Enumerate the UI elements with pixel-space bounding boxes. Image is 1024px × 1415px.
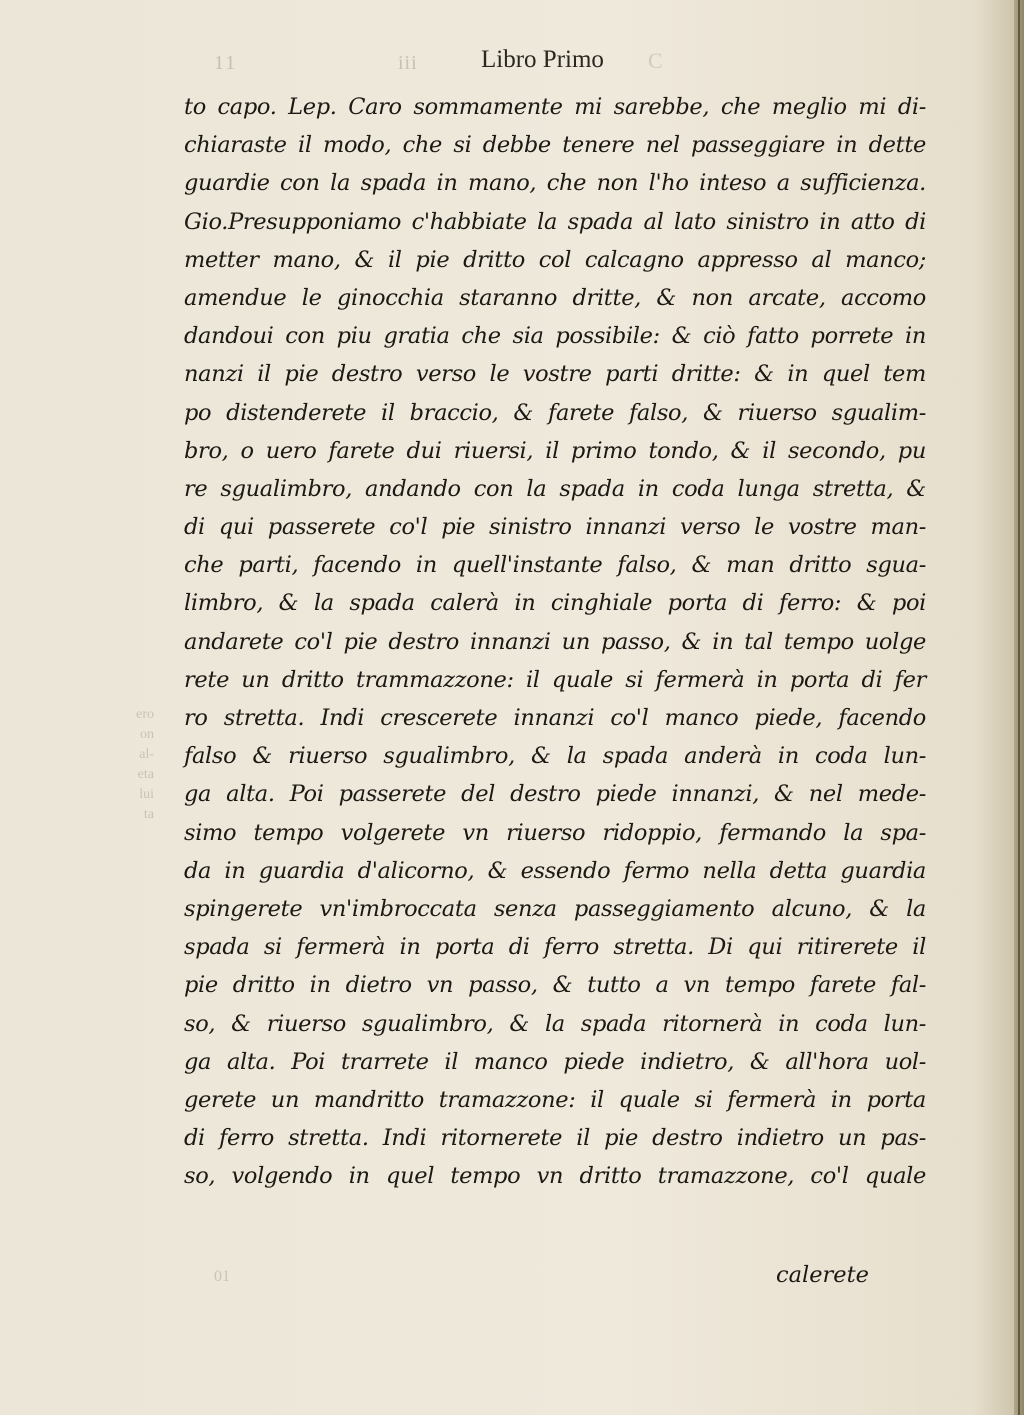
binding-shadow bbox=[1018, 0, 1020, 1415]
bottom-faded-mark: 01 bbox=[214, 1268, 230, 1285]
text-line: falso & riuerso sgualimbro, & la spada anderà in coda lun- bbox=[184, 743, 926, 770]
text-line: da in guardia d'alicorno, & essendo fermo nella detta guardia bbox=[184, 857, 926, 884]
bleed-line: eta bbox=[137, 767, 154, 782]
text-line: re sgualimbro, andando con la spada in coda lunga stretta, & bbox=[184, 475, 926, 502]
text-line: rete un dritto trammazzone: il quale si fermerà in porta di fer bbox=[184, 666, 926, 693]
text-line: guardie con la spada in mano, che non l'ho inteso a sufficienza. bbox=[184, 170, 926, 197]
text-line: so, volgendo in quel tempo vn dritto tramazzone, co'l quale bbox=[184, 1163, 926, 1190]
main-text-block bbox=[184, 88, 926, 1195]
faded-mark-right: C bbox=[648, 48, 663, 73]
text-line: limbro, & la spada calerà in cinghiale porta di ferro: & poi bbox=[184, 590, 926, 617]
text-line: amendue le ginocchia staranno dritte, & non arcate, accomo bbox=[184, 284, 926, 311]
bleed-line: lui bbox=[139, 787, 154, 802]
faded-mark-left: iii bbox=[398, 52, 418, 74]
text-line: po distenderete il braccio, & farete falso, & riuerso sgualim- bbox=[184, 399, 926, 426]
page-right-edge bbox=[1014, 0, 1024, 1415]
bleed-line: ta bbox=[143, 807, 154, 822]
text-line: metter mano, & il pie dritto col calcagno appresso al manco; bbox=[184, 246, 926, 273]
text-line: ga alta. Poi passerete del destro piede innanzi, & nel mede- bbox=[184, 781, 926, 808]
bleed-through-text bbox=[84, 705, 154, 825]
text-line: simo tempo volgerete vn riuerso ridoppio, fermando la spa- bbox=[184, 819, 926, 846]
text-line: che parti, facendo in quell'instante falso, & man dritto sgua- bbox=[184, 552, 926, 579]
running-title: Libro Primo bbox=[481, 46, 604, 73]
bleed-line: on bbox=[140, 727, 154, 742]
text-line: ga alta. Poi trarrete il manco piede indietro, & all'hora uol- bbox=[184, 1048, 926, 1075]
text-line: gerete un mandritto tramazzone: il quale si fermerà in porta bbox=[184, 1086, 926, 1113]
text-line: ro stretta. Indi crescerete innanzi co'l manco piede, facendo bbox=[184, 705, 926, 731]
text-line: andarete co'l pie destro innanzi un passo, & in tal tempo uolge bbox=[184, 628, 926, 655]
folio-number: 11 bbox=[214, 52, 238, 74]
text-line: dandoui con piu gratia che sia possibile: & ciò fatto porrete in bbox=[184, 323, 926, 350]
text-line: Gio.Presupponiamo c'habbiate la spada al lato sinistro in atto di bbox=[184, 208, 926, 235]
text-line: spingerete vn'imbroccata senza passeggiamento alcuno, & la bbox=[184, 895, 926, 922]
catchword: calerete bbox=[776, 1262, 869, 1288]
text-line: nanzi il pie destro verso le vostre parti dritte: & in quel tem bbox=[184, 361, 926, 388]
text-line: spada si fermerà in porta di ferro stretta. Di qui ritirerete il bbox=[184, 934, 926, 961]
bleed-line: al- bbox=[139, 747, 154, 762]
text-line: so, & riuerso sgualimbro, & la spada ritornerà in coda lun- bbox=[184, 1010, 926, 1037]
page-header bbox=[0, 44, 1024, 80]
text-line: pie dritto in dietro vn passo, & tutto a vn tempo farete fal- bbox=[184, 972, 926, 999]
bleed-line: ero bbox=[136, 707, 154, 722]
text-line: to capo. Lep. Caro sommamente mi sarebbe, che meglio mi di- bbox=[184, 94, 926, 120]
text-line: bro, o uero farete dui riuersi, il primo tondo, & il secondo, pu bbox=[184, 437, 926, 464]
text-line: di ferro stretta. Indi ritornerete il pie destro indietro un pas- bbox=[184, 1125, 926, 1152]
text-line: chiaraste il modo, che si debbe tenere nel passeggiare in dette bbox=[184, 132, 926, 159]
text-line: di qui passerete co'l pie sinistro innanzi verso le vostre man- bbox=[184, 514, 926, 541]
